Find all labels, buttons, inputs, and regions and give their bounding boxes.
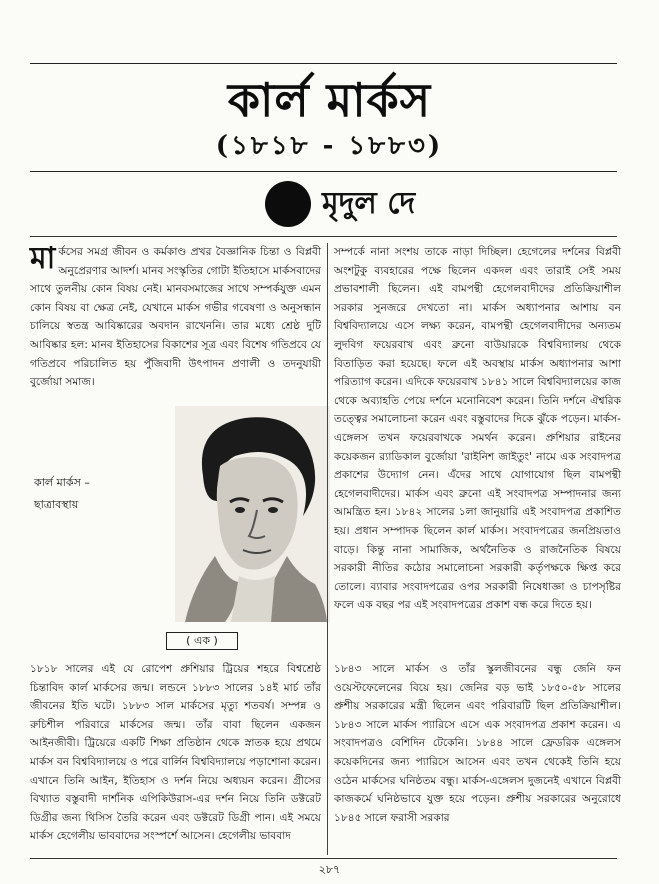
top-rule: [30, 63, 617, 64]
left-column-lower: [30, 660, 321, 846]
title-rule: [30, 171, 617, 172]
right-column-lower: [334, 660, 621, 827]
article-years: (১৮১৮ - ১৮৮৩): [215, 131, 444, 161]
intro-paragraph: [30, 243, 321, 392]
left-column-upper: [30, 243, 321, 392]
marriage-paragraph: ১৮৪৩ সালে মার্কস ও তাঁর স্কুলজীবনের বন্ধু জেনি ফন ওয়েস্টফেলেনের বিয়ে হয়। জেনির বড় ভাই ১৮৫০-৫৮ সালের প্রুশীয় সরকারের মন্ত্রী ছিলেন এবং পরিবারটি ছিল প্রতিক্রিয়াশীল। ১৮৪৩ সালে মার্কস প্যারিসে এসে এক সংবাদপত্র প্রকাশ করেন। এ সংবাদপত্রও বেশিদিন টেকেনি। ১৮৪৪ সালে ফ্রেডরিক এঙ্গেলস কয়েকদিনের জন্য প্যারিসে আসেন এবং তখন থেকেই তিনি হয়ে ওঠেন মার্কসের ঘনিষ্ঠতম বন্ধু। মার্কস-এঙ্গেলস দুজনেই এখানে বিপ্লবী কাজকর্মে ঘনিষ্ঠভাবে যুক্ত হয়ে পড়েন। প্রুশীয় সরকারের অনুরোধে ১৮৪৫ সালে ফরাসী সরকার: [334, 663, 621, 824]
right-column-upper: [334, 243, 621, 615]
hegel-paragraph: সম্পর্কে নানা সংশয় তাকে নাড়া দিচ্ছিল। হেগেলের দর্শনের বিপ্লবী অংশটুকু ব্যবহারের পক্ষে ছিলেন একদল এবং তারাই সেই সময় প্রভাবশালী ছিলেন। এই বামপন্থী হেগেলবাদীদের প্রতিক্রিয়াশীল সরকার সুনজরে দেখতো না। মার্কস অধ্যাপনার আশায় বন বিশ্ববিদ্যালয়ে এসে লক্ষ্য করেন, বামপন্থী হেগেলবাদীদের অন্যতম লুদবিগ ফয়েরবাখ এবং ব্রুনো বাউয়ারকে বিশ্ববিদ্যালয় থেকে বিতাড়িত করা হয়েছে। ফলে এই অবস্থায় মার্কস অধ্যাপনার আশা পরিত্যাগ করেন। এদিকে ফয়েরবাখ ১৮৪১ সালে বিশ্ববিদ্যালয়ের কাজ থেকে অব্যাহতি পেয়ে দর্শনে মনোনিবেশ করেন। তিনি দর্শনে ঐশ্বরিক তত্ত্বের সমালোচনা করেন এবং বস্তুবাদের দিকে ঝুঁকে পড়েন। মার্কস-এঙ্গেলস তখন ফয়েরবাখকে সমর্থন করেন। প্রুশিয়ার রাইনের কয়েকজন র‍্যাডিকাল বুর্জোয়া 'রাইনিশ জাইতুং' নামে এক সংবাদপত্র প্রকাশের উদ্যোগ নেন। এঁদের সাথে যোগাযোগ ছিল বামপন্থী হেগেলবাদীদের। মার্কস এবং ব্রুনো এই সংবাদপত্র সম্পাদনার জন্য আমন্ত্রিত হন। ১৮৪২ সালের ১লা জানুয়ারি এই সংবাদপত্র প্রকাশিত হয়। প্রধান সম্পাদক ছিলেন কার্ল মার্কস। সংবাদপত্রের জনপ্রিয়তাও বাড়ে। কিন্তু নানা সামাজিক, অর্থনৈতিক ও রাজনৈতিক বিষয়ে সরকারী নীতির কঠোর সমালোচনা সরকারী কর্তৃপক্ষকে ক্ষিপ্ত করে তোলে। ব্যাবার সংবাদপত্রের ওপর সরকারী নিষেধাজ্ঞা ও চাপসৃষ্টির ফলে এক বছর পর এই সংবাদপত্রের প্রকাশ বন্ধ করে দিতে হয়।: [334, 246, 621, 612]
caption-line-2: ছাত্রাবস্থায়: [34, 498, 79, 511]
intro-text: র্কসের সমগ্র জীবন ও কর্মকাণ্ড প্রখর বৈজ্ঞানিক চিন্তা ও বিপ্লবী অনুপ্রেরণার আদর্শ। মানব সংস্কৃতির গোটা ইতিহাসে মার্কসবাদের সাথে তুলনীয় কোন বিষয় নেই। মানবসমাজের সাথে সম্পর্কযুক্ত এমন কোন বিষয় বা ক্ষেত্র নেই, যেখানে মার্কস গভীর গবেষণা ও অনুসন্ধান চালিয়ে স্বতন্ত্র আবিষ্কারের অবদান রাখেননি। তার মধ্যে শ্রেষ্ঠ দুটি আবিষ্কার হল: মানব ইতিহাসের বিকাশের সূত্র এবং বিশেষ গতিপ্রবে যে গতিপ্রবে পরিচালিত হয় পুঁজিবাদী উৎপাদন প্রণালী ও তদনুযায়ী বুর্জোয়া সমাজ।: [30, 246, 321, 389]
caption-line-1: কার্ল মার্কস –: [34, 476, 90, 489]
column-divider: [327, 243, 328, 855]
author-name: মৃদুল দে: [322, 186, 416, 221]
marx-portrait-image: [175, 406, 330, 622]
portrait-figure: [30, 400, 330, 630]
article-title: কার্ল মার্কস: [227, 73, 432, 127]
figure-label: ( এক ): [166, 632, 238, 650]
birth-paragraph: ১৮১৮ সালের এই যে রোপেশ প্রুশিয়ার ট্রিয়ের শহরে বিশ্বশ্রেষ্ঠ চিন্তাবিদ কার্ল মার্কসের জন্ম। লন্ডনে ১৮৮৩ সালের ১৪ই মার্চ তাঁর জীবনের ইতি ঘটে। ১৮৮৩ সাল মার্কসের মৃত্যু শতবর্ষ। সম্পন্ন ও রুচিশীল পরিবারে মার্কসের জন্ম। তাঁর বাবা ছিলেন একজন আইনজীবী। ট্রিয়েরে একটি শিক্ষা প্রতিষ্ঠান থেকে স্নাতক হয়ে প্রথমে মার্কস বন বিশ্ববিদ্যালয়ে ও পরে বার্লিন বিশ্ববিদ্যালয়ে পড়াশোনা করেন। এখানে তিনি আইন, ইতিহাস ও দর্শন নিয়ে অধ্যয়ন করেন। গ্রীসের বিখ্যাত বস্তুবাদী দার্শনিক এপিকিউরাস-এর দর্শন নিয়ে তিনি ডক্টরেট ডিগ্রীর জন্য থিসিস তৈরি করেন এবং ডক্টরেট ডিগ্রী পান। এই সময়ে মার্কস হেগেলীয় ভাববাদের সংস্পর্শে আসেন। হেগেলীয় ভাববাদ: [30, 663, 321, 843]
bullet-dot-icon: [265, 181, 311, 227]
figure-caption: [34, 472, 154, 516]
author-rule: [30, 236, 617, 237]
drop-cap: মা: [30, 241, 56, 276]
page-number: ২৮৭: [318, 863, 341, 876]
bottom-rule: [30, 858, 617, 859]
